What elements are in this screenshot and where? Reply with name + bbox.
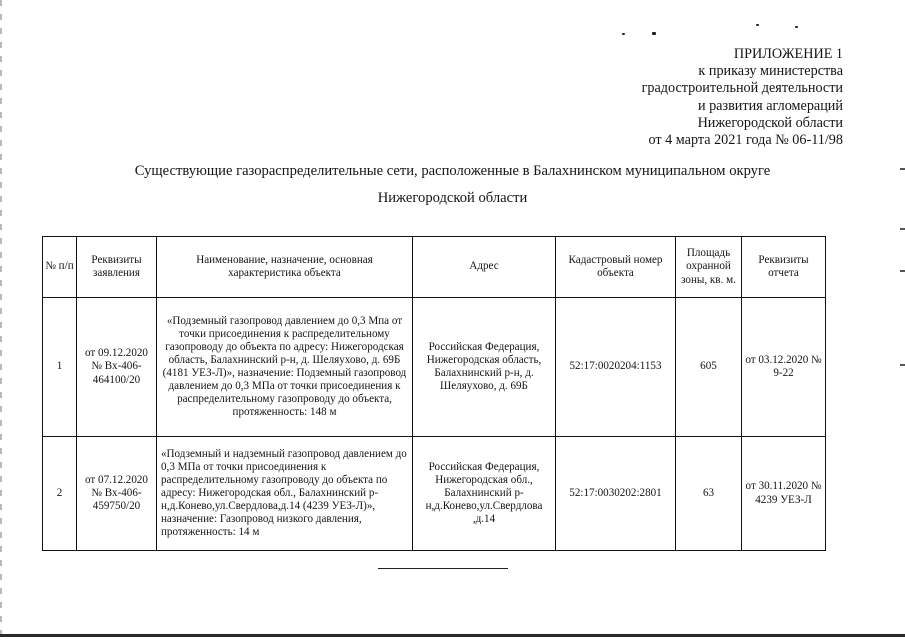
scan-speck bbox=[756, 24, 759, 26]
cell-area: 63 bbox=[676, 437, 742, 551]
scan-tick bbox=[900, 270, 905, 272]
appendix-line: Нижегородской области bbox=[697, 114, 843, 131]
table-row bbox=[43, 437, 826, 551]
header-cell-report: Реквизиты отчета bbox=[742, 237, 826, 298]
header-cell-number: № п/п bbox=[43, 237, 77, 298]
cell-report: от 03.12.2020 № 9-22 bbox=[742, 298, 826, 437]
cell-number: 2 bbox=[43, 437, 77, 551]
header-cell-cadastral: Кадастровый номер объекта bbox=[556, 237, 676, 298]
appendix-line: от 4 марта 2021 года № 06-11/98 bbox=[648, 132, 843, 149]
header-cell-address: Адрес bbox=[413, 237, 556, 298]
title-line-2: Нижегородской области bbox=[377, 190, 528, 206]
cell-address: Российская Федерация, Нижегородская обл., Балахнинский р-н,д.Конево,ул.Свердлова ,д.14 bbox=[413, 437, 556, 551]
scan-speck bbox=[795, 26, 798, 28]
scan-bottom-edge bbox=[0, 634, 905, 637]
header-cell-area: Площадь охранной зоны, кв. м. bbox=[676, 237, 742, 298]
cell-report: от 30.11.2020 № 4239 УЕЗ-Л bbox=[742, 437, 826, 551]
table-row bbox=[43, 298, 826, 437]
appendix-line: и развития агломераций bbox=[697, 97, 843, 114]
appendix-line: к приказу министерства bbox=[698, 63, 843, 80]
cell-address: Российская Федерация, Нижегородская область, Балахнинский р-н, д. Шеляухово, д. 69Б bbox=[413, 298, 556, 437]
header-cell-name: Наименование, назначение, основная характеристика объекта bbox=[157, 237, 413, 298]
cell-cadastral: 52:17:0020204:1153 bbox=[556, 298, 676, 437]
appendix-line: градостроительной деятельности bbox=[641, 80, 843, 97]
scan-speck bbox=[622, 33, 625, 35]
gas-networks-table bbox=[42, 236, 826, 551]
cell-name: «Подземный и надземный газопровод давлением до 0,3 МПа от точки присоединения к распределительному газопроводу до объекта по адресу: Нижегородская обл., Балахнинский р-н,д.Конево,ул.Свердлова,д.14 (4239 УЕЗ-Л)», назначение: Газопровод низкого давления, протяженность: 14 м bbox=[157, 437, 413, 551]
cell-application: от 09.12.2020 № Вх-406-464100/20 bbox=[77, 298, 157, 437]
title-line-1: Существующие газораспределительные сети, расположенные в Балахнинском муниципальном округе bbox=[134, 163, 771, 179]
header-cell-application: Реквизиты заявления bbox=[77, 237, 157, 298]
table-header-row bbox=[43, 237, 826, 298]
cell-name: «Подземный газопровод давлением до 0,3 Мпа от точки присоединения к распределительному газопроводу до объекта по адресу: Нижегородская область, Балахнинский р-н, д. Шеляухово, д. 69Б (4181 УЕЗ-Л)», назначение: Подземный газопровод давлением до 0,3 МПа от точки присоединения к распределительному газопроводу до объекта, протяженность: 148 м bbox=[157, 298, 413, 437]
appendix-line: ПРИЛОЖЕНИЕ 1 bbox=[733, 46, 843, 62]
scan-tick bbox=[900, 364, 905, 366]
document-title bbox=[0, 158, 905, 212]
appendix-block bbox=[443, 46, 843, 149]
cell-number: 1 bbox=[43, 298, 77, 437]
scan-left-edge bbox=[0, 0, 2, 640]
cell-cadastral: 52:17:0030202:2801 bbox=[556, 437, 676, 551]
cell-application: от 07.12.2020 № Вх-406-459750/20 bbox=[77, 437, 157, 551]
cell-area: 605 bbox=[676, 298, 742, 437]
scan-tick bbox=[900, 228, 905, 230]
scan-speck bbox=[652, 32, 656, 35]
footer-divider bbox=[378, 568, 508, 569]
